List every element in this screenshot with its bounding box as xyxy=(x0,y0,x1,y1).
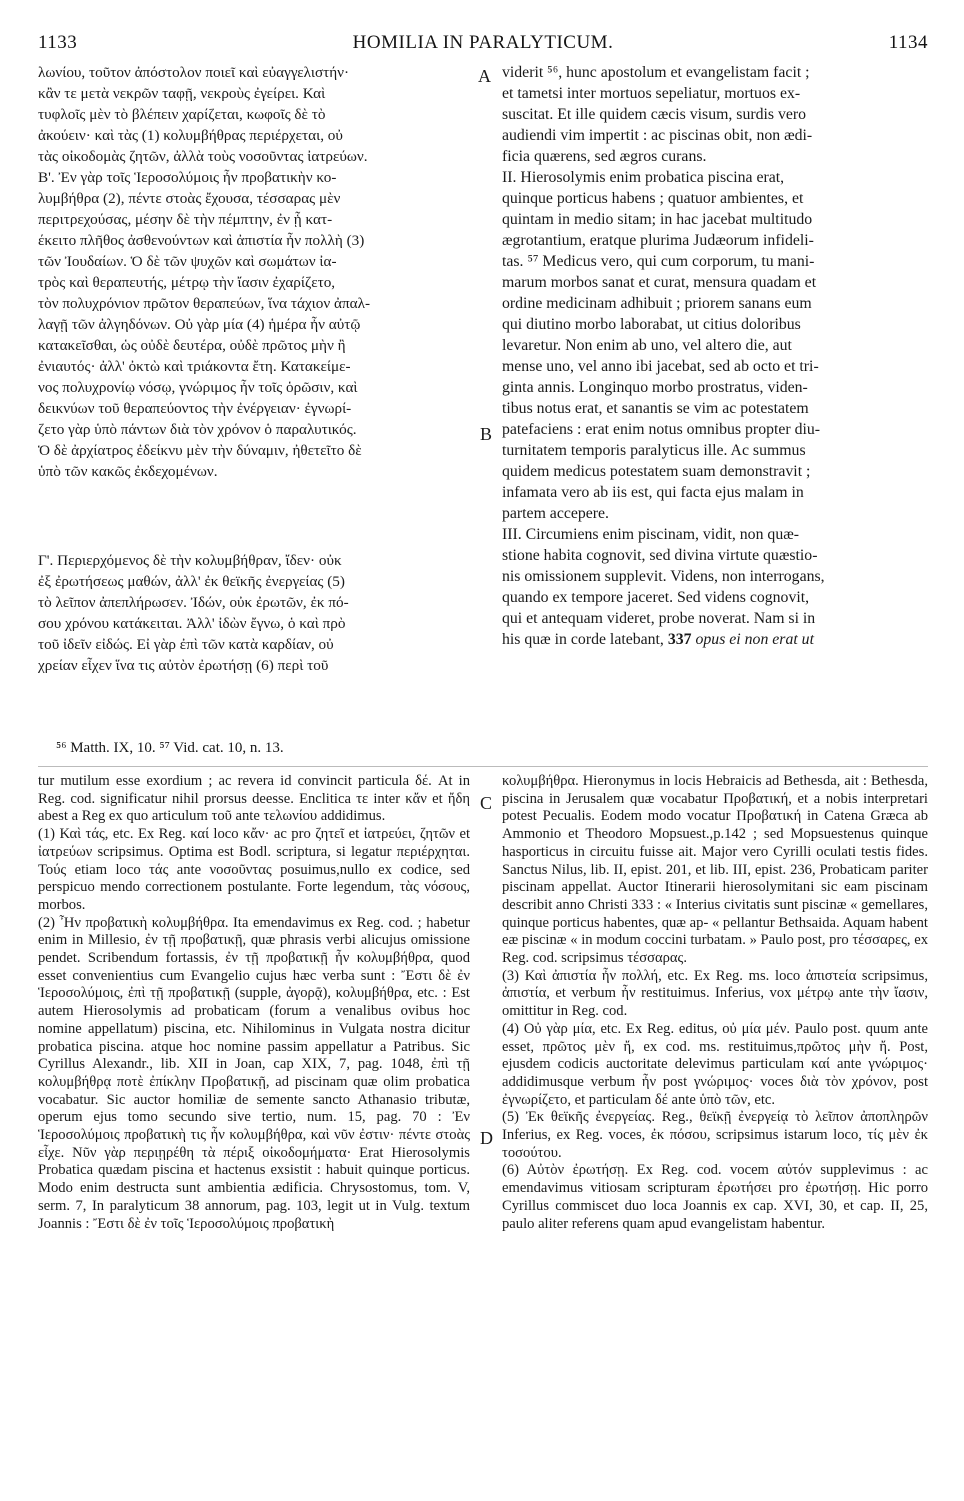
latin-paragraph-1: viderit ⁵⁶, hunc apostolum et evangelistam facit ; et tametsi inter mortuos sepeliatur, mortuos ex- suscitat. Et ille quidem cæcis visum, surdis vero audiendi vim impertit : ac piscinas obit, non ædi- ficia quærens, sed ægros curans. xyxy=(502,64,813,165)
margin-marker-c: C xyxy=(480,793,493,813)
running-title: HOMILIA IN PARALYTICUM. xyxy=(352,32,614,53)
note-paragraph: κολυμβήθρα. Hieronymus in locis Hebraicis ad Bethesda, ait : Bethesda, piscina in Jerusalem quæ vocabatur Προβατική, et a nobis interpretari potest Pecualis. Eodem modo vocatur Προβατική in Catena Græca ab Ammonio et Theodoro Mopsuest.,p.142 ; sed Mopsuestenus quinque hasporticus in circuitu fuisse ait. Major vero Cyrilli oculati testis fides. Sanctus Nilus, lib. II, epist. 201, et lib. III, epist. 236, Probaticam pariter piscinam appellat. Auctor Itinerarii hierosolymitani sic eam piscinam describit anno Christi 333 : « Interius civitatis sunt piscinæ « gemellares, quinque porticus habentes, quæ ap- « pellantur Bethsaida. Aquam habent eæ piscinæ « in modum coccini turbatam. » Paulo post, pro τέσσαρες, ex Reg. cod. scripsimus τέσσαρας. xyxy=(502,773,928,967)
notes-left-column xyxy=(38,773,470,1233)
note-paragraph: (5) Ἐκ θεϊκῆς ἐνεργείας. Reg., θεϊκῇ ἐνεργείᾳ τὸ λεῖπον ἀποπληρῶν Inferius, ex Reg. voces, ἐκ πόσου, scripsimus istarum loco, τίς μὲν ἐκ τοσούτου. xyxy=(502,1109,928,1161)
margin-marker-b: B xyxy=(480,424,493,444)
latin-paragraph-3-text: III. Circumiens enim piscinam, vidit, non quæ- stione habita cognovit, sed divina virtute quæstio- nis omissionem supplevit. Videns, non interrogans, quando ex tempore jaceret. Sed videns cognovit, qui et antequam videret, probe noverat. Nam si in his quæ in corde latebant, xyxy=(502,526,825,648)
note-paragraph: (1) Καὶ τάς, etc. Ex Reg. καί loco κἄν· ac pro ζητεῖ et ἰατρεύει, ζητῶν et ἰατρεύων scripsimus. Optima est Bodl. scriptura, si legatur περιέρχηται. Τούς etiam loco τάς ante νοσοῦντας posuimus,nullo ex codice, sed perspicuo mendo correctionem postulante. Forte legendum, τὰς νόσους, morbos. xyxy=(38,826,470,913)
greek-paragraph-2: Β'. Ἐν γὰρ τοῖς Ἱεροσολύμοις ἦν προβατικὴν κο- λυμβήθρα (2), πέντε στοὰς ἔχουσα, τέσσαρας μὲν περιτρεχούσας, μέσην δὲ τὴν πέμπτην, ἐν ᾗ κατ- έκειτο πλῆθος ἀσθενούντων καὶ ἀπιστία ἦν πολλὴ (3) τῶν Ἰουδαίων. Ὁ δὲ τῶν ψυχῶν καὶ σωμάτων ἰα- τρὸς καὶ θεραπευτής, μέτρῳ τὴν ἴασιν ἐχαρίζετο, τὸν πολυχρόνιον πρῶτον θεραπεύων, ἵνα τάχιον ἀπαλ- λαγῇ τῶν ἀλγηδόνων. Οὐ γὰρ μία (4) ἡμέρα ἦν αὐτῷ κατακεῖσθαι, ὡς οὐδὲ δευτέρα, οὐδὲ πρῶτος μὴν ἢ ἐνιαυτός· ἀλλ' ὀκτὼ καὶ τριάκοντα ἔτη. Κατακείμε- νος πολυχρονίῳ νόσῳ, γνώριμος ἦν τοῖς ὁρῶσιν, καὶ δεικνύων τοῦ θεραπεύοντος τὴν ἐνέργειαν· ἐγνωρί- ζετο γὰρ ὑπὸ πάντων διὰ τὸν χρόνον ὁ παραλυτικός. Ὁ δὲ ἀρχίατρος ἐδείκνυ μὲν τὴν δύναμιν, ἠθετεῖτο δὲ ὑπὸ τῶν κακῶς ἐκδεχομένων. xyxy=(38,169,371,480)
greek-paragraph-3: Γ'. Περιερχόμενος δὲ τὴν κολυμβήθραν, ἴδεν· οὐκ ἐξ ἐρωτήσεως μαθών, ἀλλ' ἐκ θεϊκῆς ἐνεργείας (5) τὸ λεῖπον ἀπεπλήρωσεν. Ἰδών, οὐκ ἐρωτῶν, ἐκ πό- σου χρόνου κατάκειται. Ἀλλ' ἰδὼν ἔγνω, ὁ καὶ πρὸ τοῦ ἰδεῖν εἰδώς. Εἰ γὰρ ἐπὶ τῶν κατὰ καρδίαν, οὐ χρείαν εἶχεν ἵνα τις αὐτὸν ἐρωτήσῃ (6) περὶ τοῦ xyxy=(38,552,349,674)
note-paragraph: (2) Ἦν προβατικὴ κολυμβήθρα. Ita emendavimus ex Reg. cod. ; habetur enim in Millesio, ἐν τῇ προβατικῇ, quæ phrasis verbi alicujus omissione pendet. Scribendum fortassis, ἐν τῇ προβατικῇ ἦν κολυμβήθρα, quod esset convenientius cum Evangelio cujus hæc verba sunt : Ἔστι δὲ ἐν Ἱεροσολύμοις, ἐπὶ τῇ προβατικῇ (supple, ἀγορᾷ), κολυμβήθρα, etc. : Est autem Hierosolymis ad probaticam (forum a venalibus ovibus hoc nomine appellatum) piscina, etc. Nihilominus in Vulgata nostra dicitur probatica piscina. atque hoc nomine passim appellatur a Patribus. Sic Cyrillus Alexandr., lib. XII in Joan, cap XIX, 7, pag. 1048, ἐπὶ τῇ κολυμβήθρᾳ ποτὲ ἐπίκλην Προβατικῇ, ad piscinam quæ olim probatica vocabatur. Sic auctor homiliæ de semente sancto Athanasio tributæ, operum ejus tomo secundo sive tertio, num. 15, pag. 70 : Ἐν Ἱεροσολύμοις προβατικὴ τις ἦν κολυμβήθρα, καὶ νῦν ἐστιν· πέντε στοὰς εἶχε. Νῦν γὰρ περιῃρέθη τὰ πέριξ οἰκοδομήματα· Erat Hierosolymis Probatica quædam piscina et hactenus exsistit : habuit quinque porticus. Modo enim destructa sunt ambientia ædificia. Chrysostomus, tom. V, serm. 7, In paralyticum 38 annorum, pag. 103, legit ut in Vulg. textum Joannis : Ἔστι δὲ ἐν τοῖς Ἱεροσολύμοις προβατικὴ xyxy=(38,914,470,1232)
margin-marker-d: D xyxy=(480,1128,493,1148)
note-paragraph: tur mutilum esse exordium ; ac revera id convincit particula δέ. At in Reg. cod. significatur nihil prorsus deesse. Enclitica τε inter κἄν et ἤδη abest a Reg ex quo articulum τοῦ ante τελωνίου addidimus. xyxy=(38,773,470,825)
footnote-references: ⁵⁶ Matth. IX, 10. ⁵⁷ Vid. cat. 10, n. 13. xyxy=(56,740,284,756)
greek-spacer xyxy=(38,482,470,550)
note-paragraph: (4) Οὐ γὰρ μία, etc. Ex Reg. editus, οὐ μία μέν. Paulo post. quum ante esset, πρῶτος μὲν ἤ, ex cod. ms. restituimus,πρῶτος μὴν ἤ. Post, ejusdem codicis auctoritate delevimus particulam καί ante γνώριμος· addidimusque verbum ἦν post γνώριμος· voces διὰ τὸν χρόνον, post ἐγνωρίζετο, et particulam δέ ante ὑπὸ τῶν, etc. xyxy=(502,1020,928,1108)
latin-paragraph-2: II. Hierosolymis enim probatica piscina erat, quinque porticus habens ; quatuor ambientes, et quintam in medio sitam; in hac jacebat multitudo ægrotantium, eratque plurima Judæorum infideli- tas. ⁵⁷ Medicus vero, qui cum corporum, tu mani- marum morbos sanat et curat, mensura quadam et ordine medicinam adhibuit ; priorem sanans eum qui diutino morbo laborabat, ut citius doloribus levaretur. Non enim ab uno, vel altero die, aut mense uno, vel anno ibi jacebat, sed ab octo et tri- ginta annis. Longinquo morbo prostratus, viden- tibus notus erat, et sanantis se vim ac potestatem patefaciens : erat enim notus omnibus propter diu- turnitatem temporis paralyticus ille. Ac summus quidem medicus potestatem suam demonstravit ; infamata vero ab iis est, qui facta ejus malam in partem accepere. xyxy=(502,169,821,522)
page-number-left: 1133 xyxy=(38,32,78,53)
greek-paragraph-1: λωνίου, τοῦτον ἀπόστολον ποιεῖ καὶ εὐαγγελιστήν· κἂν τε μετὰ νεκρῶν ταφῇ, νεκροὺς ἐγείρει. Καὶ τυφλοῖς μὲν τὸ βλέπειν χαρίζεται, κωφοῖς δὲ τὸ ἀκούειν· καὶ τὰς (1) κολυμβήθρας περιέρχεται, οὐ τὰς οἰκοδομὰς ζητῶν, ἀλλὰ τοὺς νοσοῦντας ἰατρεύων. xyxy=(38,64,368,165)
latin-paragraph-3 xyxy=(502,524,928,650)
margin-marker-a: A xyxy=(478,66,491,86)
note-paragraph: (6) Αὐτὸν ἐρωτήσῃ. Ex Reg. cod. vocem αὐτόν supplevimus : ac emendavimus vitiosam scripturam ἐρωτήσει pro ἐρωτήσῃ. Hic porro Cyrillus commiscet duo loca Joannis ex cap. XVI, 30, et cap. II, 25, paulo aliter referens quam apud evangelistam habentur. xyxy=(502,1162,928,1232)
note-paragraph: (3) Καὶ ἀπιστία ἦν πολλή, etc. Ex Reg. ms. loco ἀπιστεία scripsimus, ἀπιστία, et verbum ἦν restituimus. Inferius, vox μέτρῳ ante τὴν ἴασιν, omittitur in Reg. cod. xyxy=(502,967,928,1020)
notes-right-column xyxy=(502,773,928,1233)
latin-paragraph-3-end: opus ei non erat ut xyxy=(695,631,814,648)
greek-text-column xyxy=(38,62,470,676)
footnote-divider xyxy=(38,766,928,767)
latin-text-column xyxy=(502,62,928,650)
column-number: 337 xyxy=(667,631,692,648)
page-number-right: 1134 xyxy=(888,32,928,53)
running-header xyxy=(38,32,928,62)
